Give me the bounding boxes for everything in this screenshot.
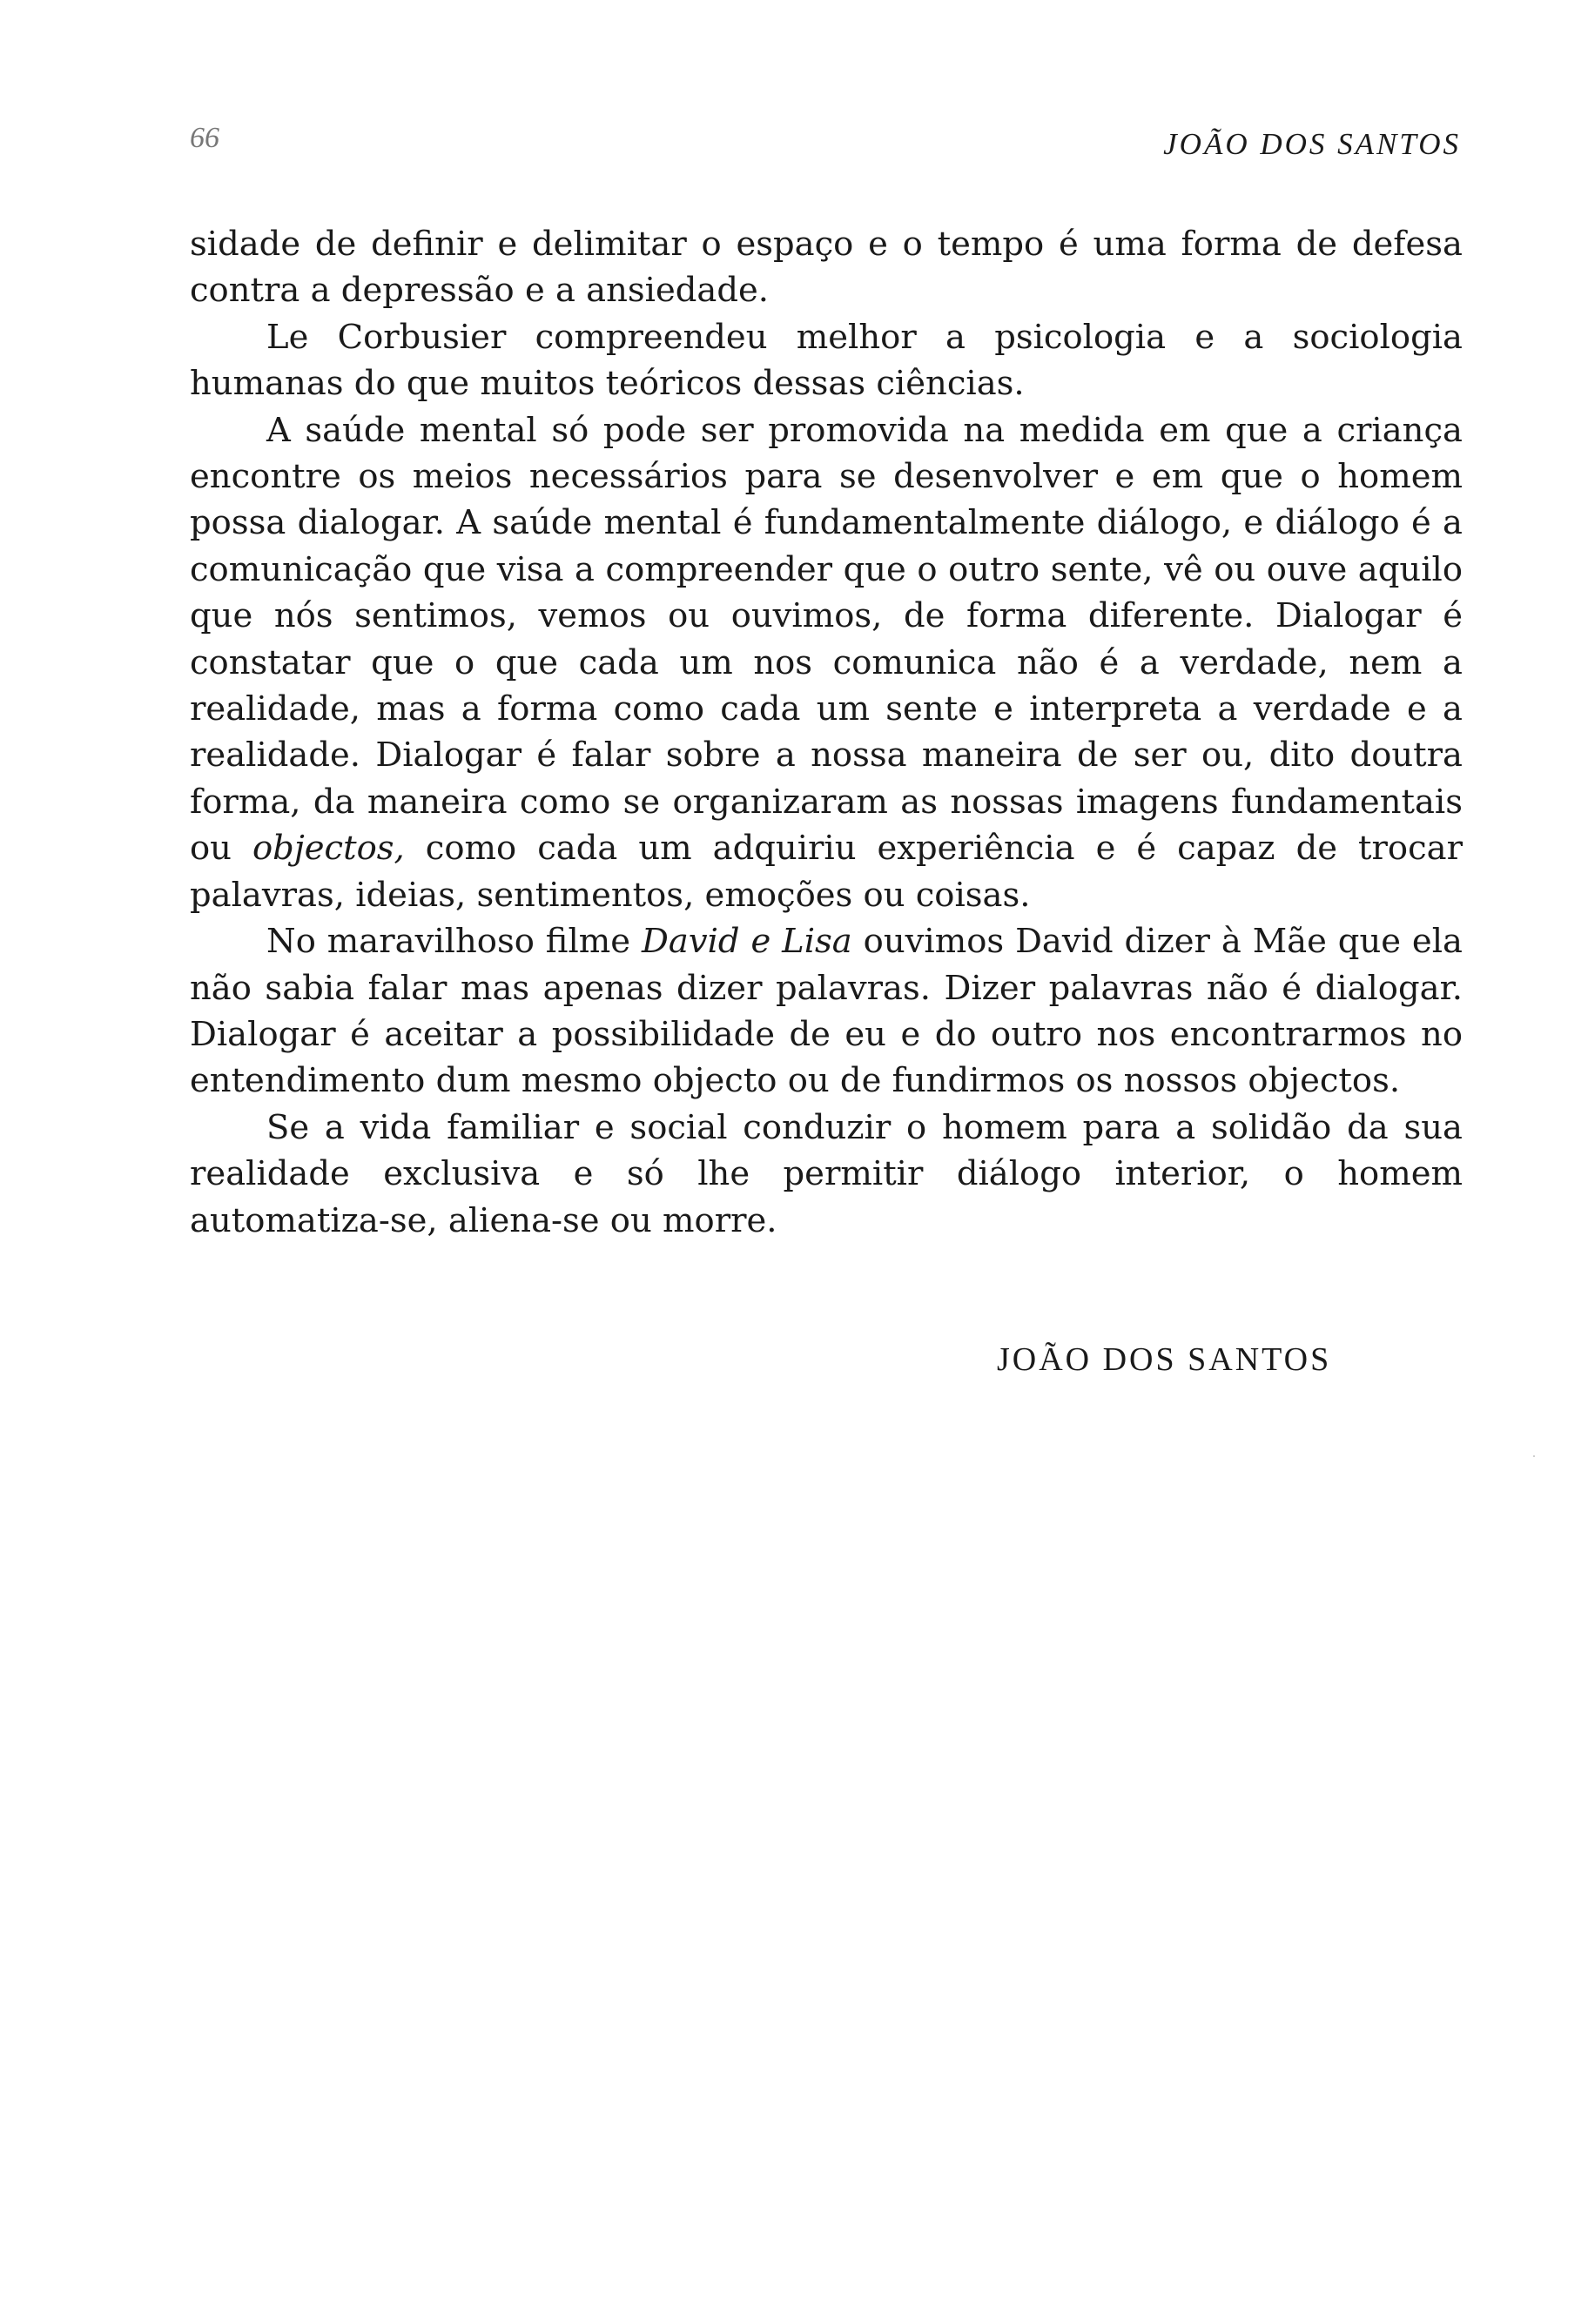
paragraph-1: sidade de definir e delimitar o espaço e o tempo é uma forma de defesa contra a depressão e a ansiedade. [190,225,1463,311]
film-title: David e Lisa [642,922,852,962]
paragraph-5: Se a vida familiar e social conduzir o homem para a solidão da sua realidade exclusiva e só lhe permitir diálogo interior, o homem automatiza-se, aliena-se ou morre. [190,1107,1463,1240]
body-text [190,221,1463,1244]
author-signature: JOÃO DOS SANTOS [997,1341,1332,1378]
paragraph-3-text-b: como cada um adquiriu experiência e é capaz de trocar palavras, ideias, sentimentos, emoções ou coisas. [190,829,1463,915]
paragraph-3 [190,407,1463,918]
italic-term-objectos: objectos, [252,829,405,869]
paragraph-4-text-b: ouvimos David dizer à Mãe que ela não sabia falar mas apenas dizer palavras. Dizer palavras não é dialogar. Dialogar é aceitar a possibilidade de eu e do outro nos encontrarmos no entendimento dum mesmo objecto ou de fundirmos os nossos objectos. [190,922,1463,1101]
page-number: 66 [190,122,219,154]
paragraph-4-text-a: No maravilhoso filme [266,922,631,962]
paragraph-3-text-a: A saúde mental só pode ser promovida na medida em que a criança encontre os meios necessários para se desenvolver e em que o homem possa dialogar. A saúde mental é fundamentalmente diálogo, e diálogo é a comunicação que visa a compreender que o outro sente, vê ou ouve aquilo que nós sentimos, vemos ou ouvimos, de forma diferente. Dialogar é constatar que o que cada um nos comunica não é a verdade, nem a realidade, mas a forma como cada um sente e interpreta a verdade e a realidade. Dialogar é falar sobre a nossa maneira de ser ou, dito doutra forma, da maneira como se organizaram as nossas imagens fundamentais ou [190,410,1463,869]
paragraph-4 [190,918,1463,1105]
scan-speck [1533,1455,1535,1457]
paragraph-2: Le Corbusier compreendeu melhor a psicologia e a sociologia humanas do que muitos teóricos dessas ciências. [190,317,1463,404]
running-head: JOÃO DOS SANTOS [1163,127,1461,161]
